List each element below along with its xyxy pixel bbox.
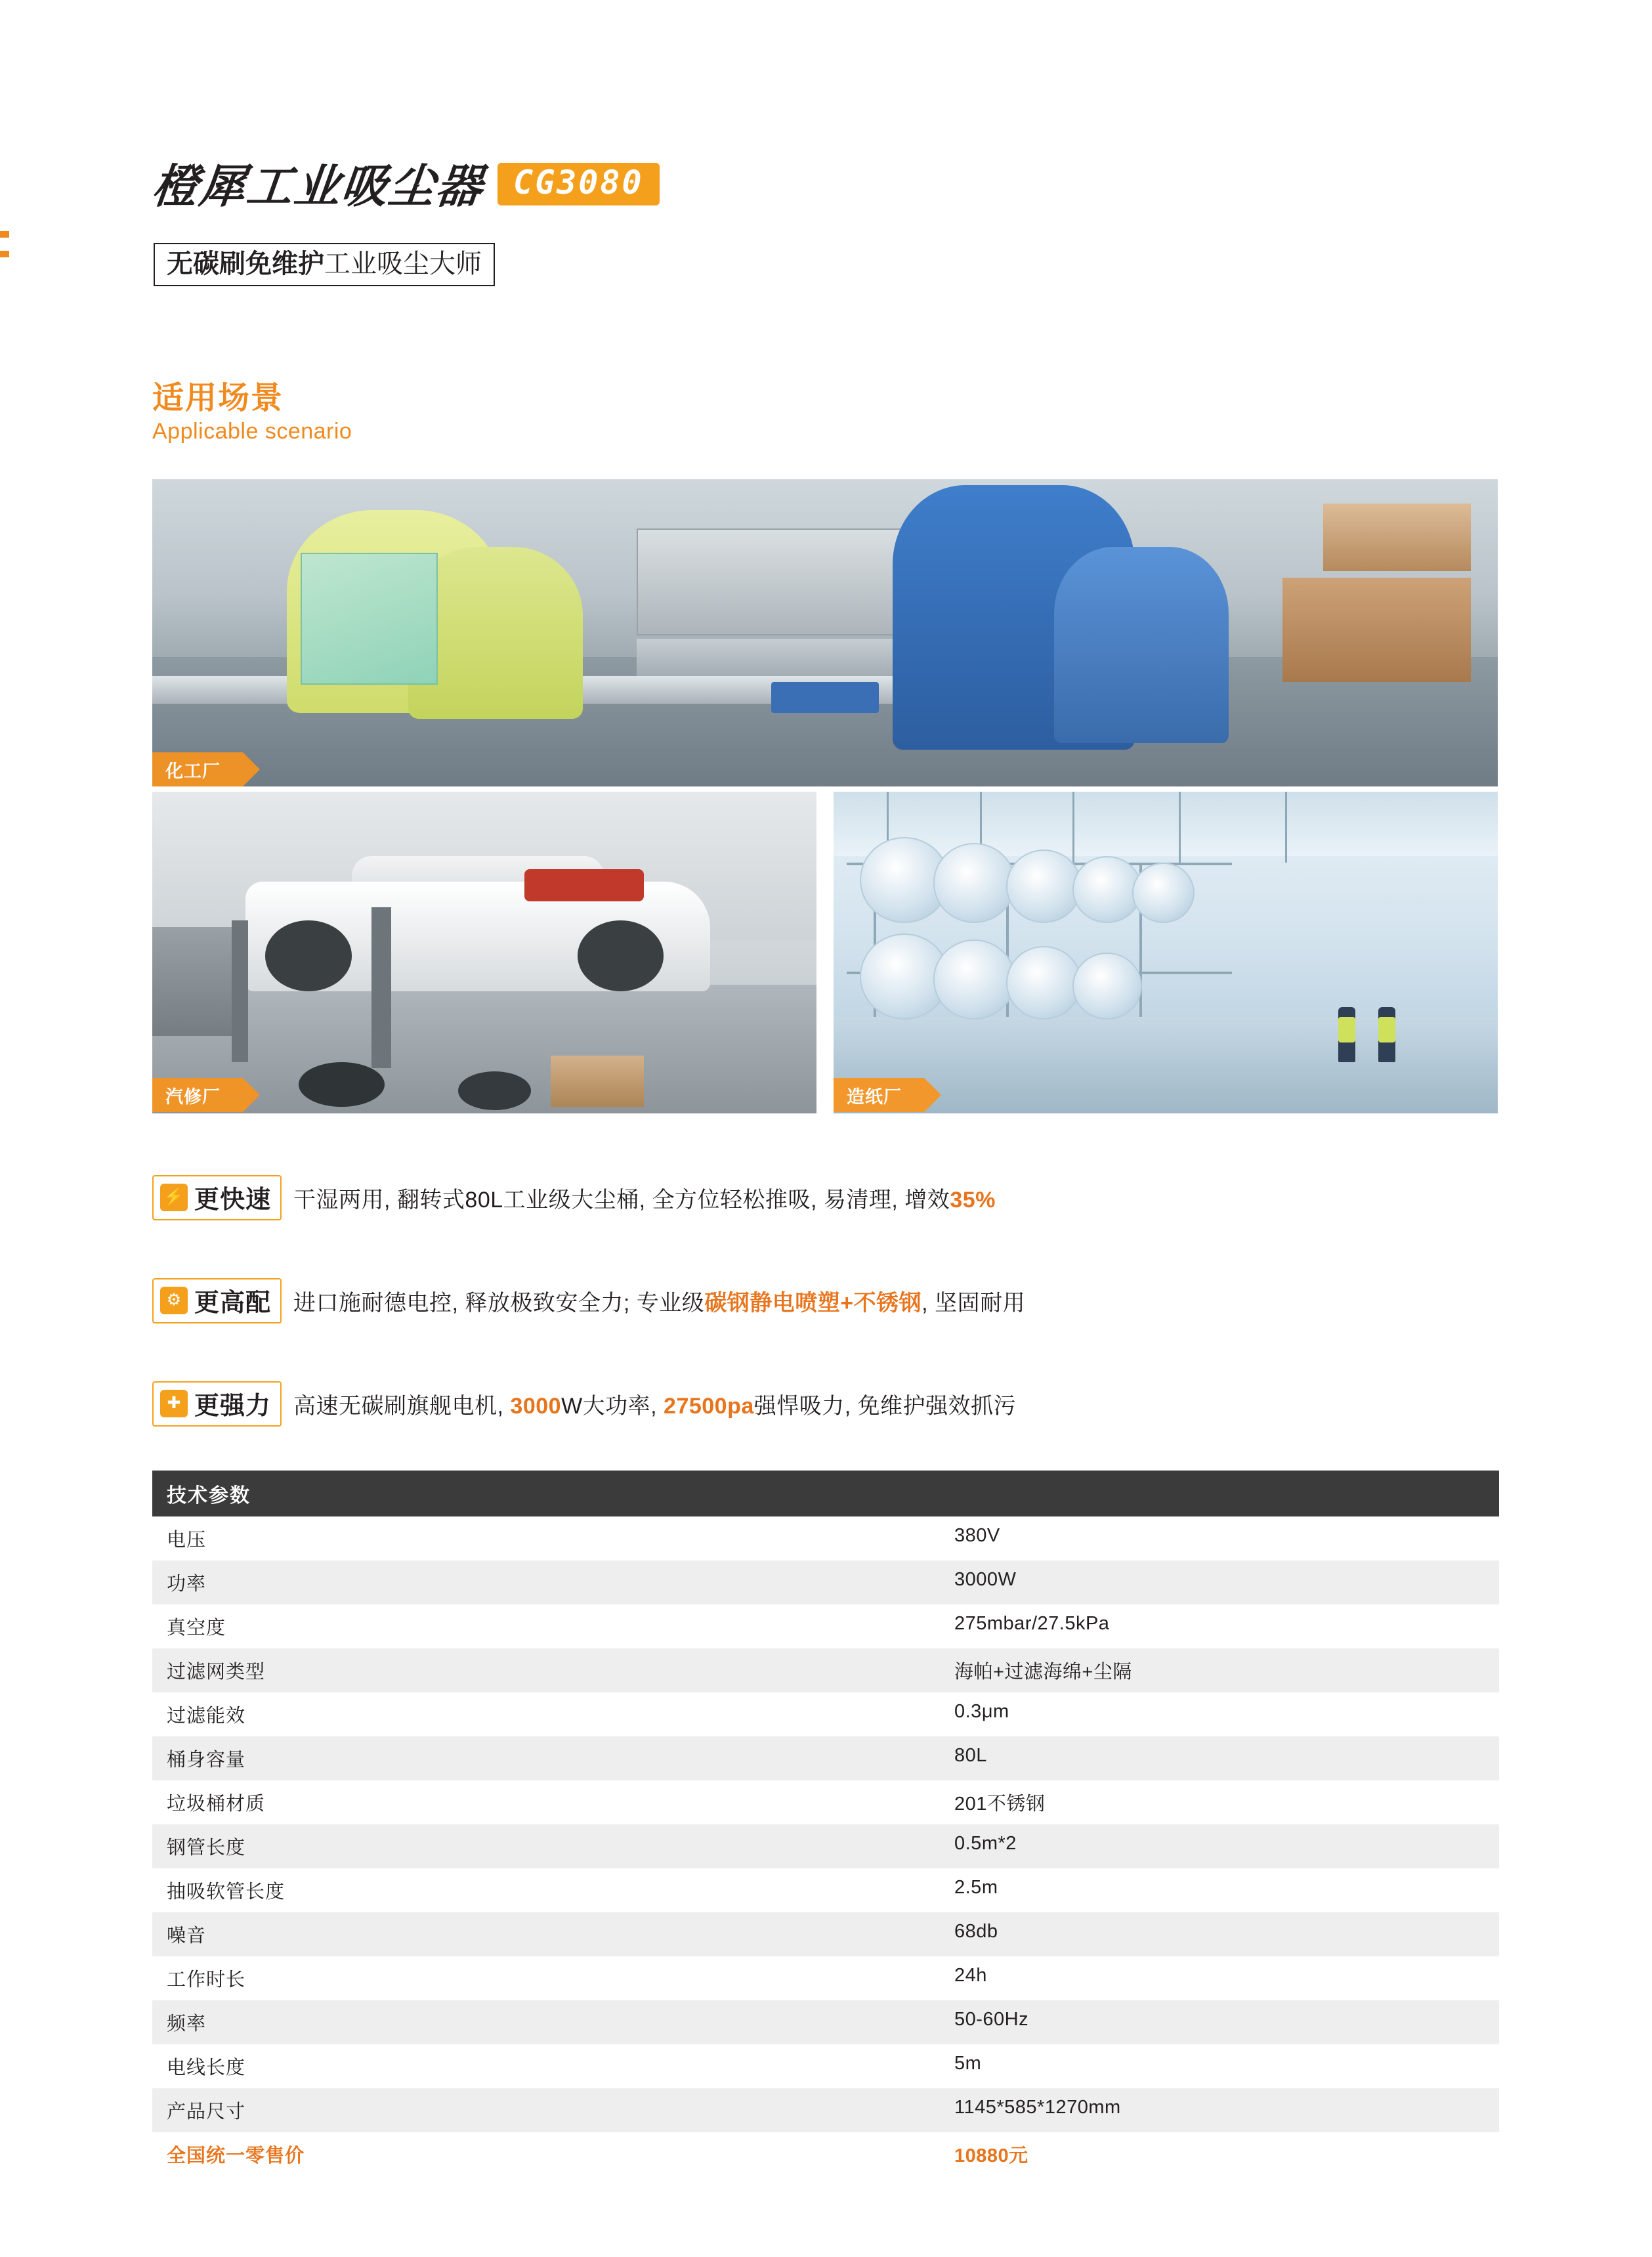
product-subtitle (154, 243, 495, 286)
spec-key: 电压 (167, 1530, 207, 1551)
spec-value: 24h (954, 1965, 987, 1986)
feature-text-power-part2: W大功率, (561, 1394, 664, 1419)
spec-key: 频率 (167, 2013, 207, 2034)
photo-tag-auto-repair-shop: 汽修厂 (152, 1078, 243, 1112)
spec-table (152, 1471, 1499, 2176)
spec-value: 275mbar/27.5kPa (954, 1613, 1110, 1634)
spec-key-price: 全国统一零售价 (167, 2145, 305, 2166)
feature-badge-speed (152, 1175, 282, 1220)
spec-value: 68db (954, 1921, 998, 1942)
table-row (152, 1912, 1499, 1956)
photo-chemical-plant (152, 479, 1498, 786)
spec-value: 80L (954, 1745, 987, 1766)
print-edge-mark-bottom (0, 251, 9, 257)
photo-tag-paper-mill: 造纸厂 (834, 1078, 924, 1112)
feature-label-config: 更高配 (194, 1289, 272, 1317)
feature-text-config-part1: 碳钢静电喷塑+不锈钢 (704, 1291, 922, 1316)
spec-value-price: 10880元 (954, 2145, 1028, 2166)
photo-paper-mill (834, 792, 1498, 1113)
spec-key: 过滤能效 (167, 1706, 246, 1727)
photo-auto-repair-shop (152, 792, 816, 1113)
spec-table-header: 技术参数 (152, 1471, 1499, 1516)
table-row (152, 1692, 1499, 1736)
feature-text-speed-part0: 干湿两用, 翻转式80L工业级大尘桶, 全方位轻松推吸, 易清理, 增效 (293, 1188, 950, 1213)
spec-key: 抽吸软管长度 (167, 1881, 286, 1902)
speed-icon: ⚡ (160, 1184, 188, 1211)
spec-value: 海帕+过滤海绵+尘隔 (954, 1662, 1132, 1683)
table-row (152, 2000, 1499, 2044)
feature-text-config-part0: 进口施耐德电控, 释放极致安全力; 专业级 (293, 1291, 705, 1316)
spec-key: 桶身容量 (167, 1750, 246, 1771)
spec-value: 3000W (954, 1569, 1017, 1590)
feature-text-power (293, 1388, 1016, 1420)
spec-value: 2.5m (954, 1877, 998, 1898)
feature-row-power (152, 1381, 1016, 1427)
table-row (152, 1824, 1499, 1868)
feature-row-config (152, 1278, 1025, 1323)
print-edge-mark-top (0, 231, 9, 238)
feature-text-config-part2: , 坚固耐用 (921, 1291, 1026, 1316)
table-row (152, 1868, 1499, 1912)
spec-value: 0.3μm (954, 1701, 1009, 1722)
power-icon: ✚ (160, 1390, 188, 1417)
feature-row-speed (152, 1175, 996, 1220)
feature-text-config (293, 1285, 1025, 1317)
feature-text-power-part1: 3000 (510, 1394, 562, 1419)
feature-text-power-part4: 强悍吸力, 免维护强效抓污 (753, 1394, 1017, 1419)
subtitle-strong: 无碳刷免维护 (167, 249, 324, 278)
spec-value: 0.5m*2 (954, 1833, 1017, 1854)
table-row (152, 1516, 1499, 1560)
page-title: 橙犀工业吸尘器 (149, 159, 486, 213)
spec-key: 工作时长 (167, 1969, 246, 1990)
product-title-row (149, 159, 660, 213)
spec-key: 过滤网类型 (167, 1662, 266, 1683)
model-badge: CG3080 (498, 163, 660, 205)
spec-value: 5m (954, 2053, 982, 2074)
table-row (152, 2044, 1499, 2088)
table-row (152, 1560, 1499, 1604)
table-row (152, 1780, 1499, 1824)
table-row (152, 1648, 1499, 1692)
spec-key: 电线长度 (167, 2057, 246, 2078)
spec-key: 功率 (167, 1574, 207, 1595)
spec-value: 201不锈钢 (954, 1794, 1046, 1815)
spec-key: 噪音 (167, 1925, 207, 1946)
table-row (152, 1956, 1499, 2000)
table-row (152, 1736, 1499, 1780)
section-heading-en: Applicable scenario (152, 419, 352, 444)
feature-label-power: 更强力 (194, 1392, 272, 1420)
spec-key: 钢管长度 (167, 1838, 246, 1859)
feature-text-speed-part1: 35% (950, 1188, 996, 1213)
feature-badge-config (152, 1278, 282, 1323)
table-row (152, 2088, 1499, 2132)
spec-value: 50-60Hz (954, 2009, 1029, 2030)
section-heading-cn: 适用场景 (152, 381, 284, 416)
subtitle-normal: 工业吸尘大师 (324, 249, 482, 278)
feature-text-speed (293, 1182, 996, 1214)
spec-key: 产品尺寸 (167, 2101, 246, 2122)
spec-value: 1145*585*1270mm (954, 2097, 1121, 2118)
spec-key: 垃圾桶材质 (167, 1794, 266, 1815)
feature-text-power-part3: 27500pa (664, 1394, 754, 1419)
feature-badge-power (152, 1381, 282, 1427)
photo-tag-chemical-plant: 化工厂 (152, 752, 243, 786)
spec-value: 380V (954, 1525, 1000, 1546)
table-row (152, 1604, 1499, 1648)
feature-text-power-part0: 高速无碳刷旗舰电机, (293, 1394, 511, 1419)
spec-key: 真空度 (167, 1618, 226, 1639)
gear-icon: ⚙ (160, 1287, 188, 1314)
table-row-price (152, 2132, 1499, 2176)
feature-label-speed: 更快速 (194, 1186, 272, 1214)
